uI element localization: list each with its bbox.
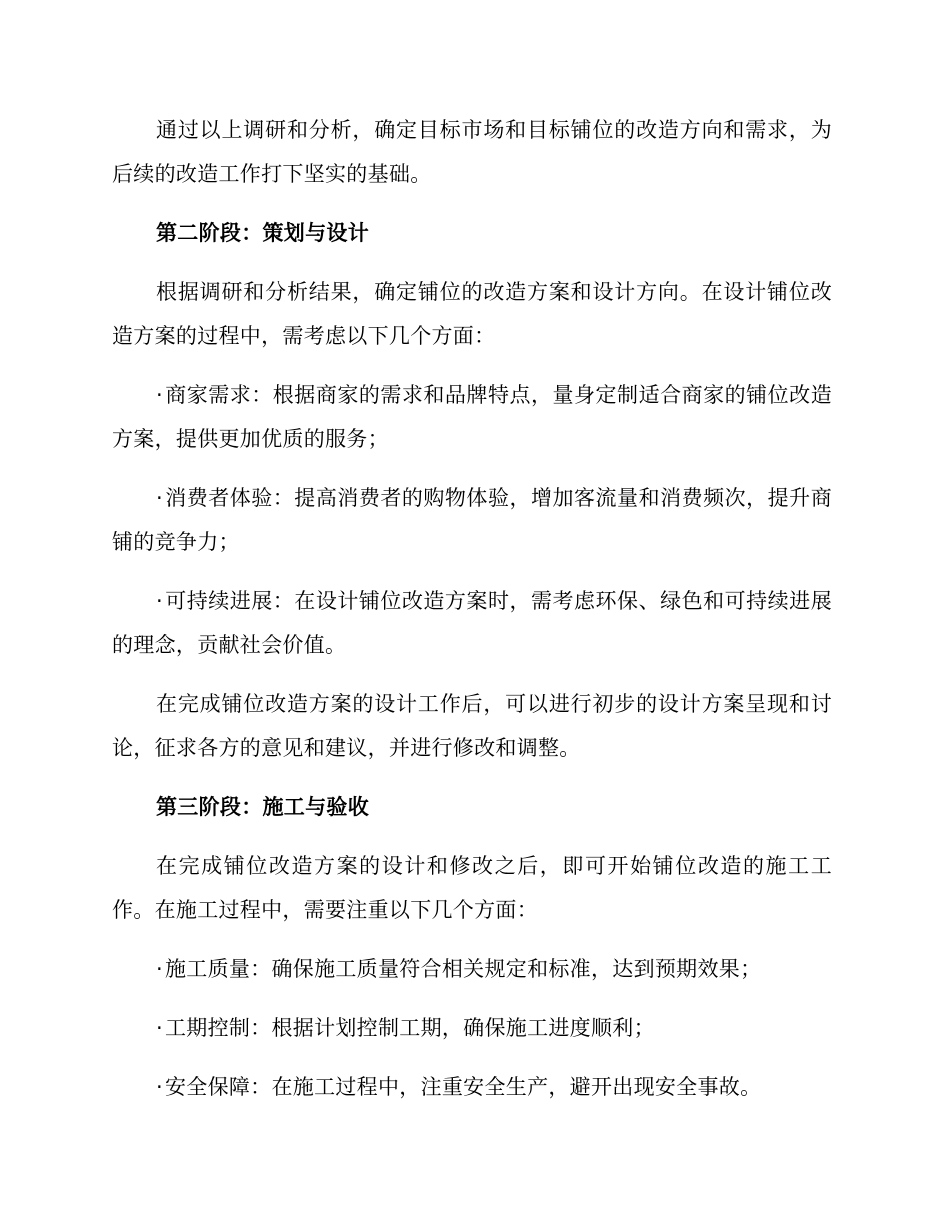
bullet-text: 可持续进展：在设计铺位改造方案时，需考虑环保、绿色和可持续进展的理念，贡献社会价值。 bbox=[112, 589, 832, 657]
bullet-marker: · bbox=[156, 1016, 163, 1040]
document-body bbox=[112, 108, 832, 1124]
bullet-marker: · bbox=[156, 1075, 163, 1099]
bullet-item-construction-quality bbox=[112, 947, 832, 991]
section-heading-stage-two: 第二阶段：策划与设计 bbox=[156, 221, 369, 245]
paragraph-intro-conclusion: 通过以上调研和分析，确定目标市场和目标铺位的改造方向和需求，为后续的改造工作打下坚实的基础。 bbox=[112, 118, 832, 186]
bullet-item-sustainability bbox=[112, 579, 832, 667]
bullet-marker: · bbox=[156, 383, 163, 407]
bullet-item-safety bbox=[112, 1065, 832, 1109]
section-heading-stage-three: 第三阶段：施工与验收 bbox=[156, 795, 369, 819]
bullet-item-merchant-needs bbox=[112, 373, 832, 461]
bullet-marker: · bbox=[156, 589, 163, 613]
bullet-text: 消费者体验：提高消费者的购物体验，增加客流量和消费频次，提升商铺的竞争力； bbox=[112, 486, 832, 554]
paragraph-design-intro: 根据调研和分析结果，确定铺位的改造方案和设计方向。在设计铺位改造方案的过程中，需考虑以下几个方面： bbox=[112, 280, 832, 348]
paragraph-construction-intro: 在完成铺位改造方案的设计和修改之后，即可开始铺位改造的施工工作。在施工过程中，需要注重以下几个方面： bbox=[112, 854, 832, 922]
bullet-marker: · bbox=[156, 486, 163, 510]
paragraph-design-review: 在完成铺位改造方案的设计工作后，可以进行初步的设计方案呈现和讨论，征求各方的意见和建议，并进行修改和调整。 bbox=[112, 692, 832, 760]
bullet-item-consumer-experience bbox=[112, 476, 832, 564]
bullet-text: 商家需求：根据商家的需求和品牌特点，量身定制适合商家的铺位改造方案，提供更加优质的服务； bbox=[112, 383, 832, 451]
bullet-text: 施工质量：确保施工质量符合相关规定和标准，达到预期效果； bbox=[164, 957, 762, 981]
bullet-text: 工期控制：根据计划控制工期，确保施工进度顺利； bbox=[164, 1016, 655, 1040]
bullet-marker: · bbox=[156, 957, 163, 981]
bullet-text: 安全保障：在施工过程中，注重安全生产，避开出现安全事故。 bbox=[164, 1075, 762, 1099]
bullet-item-schedule-control bbox=[112, 1006, 832, 1050]
